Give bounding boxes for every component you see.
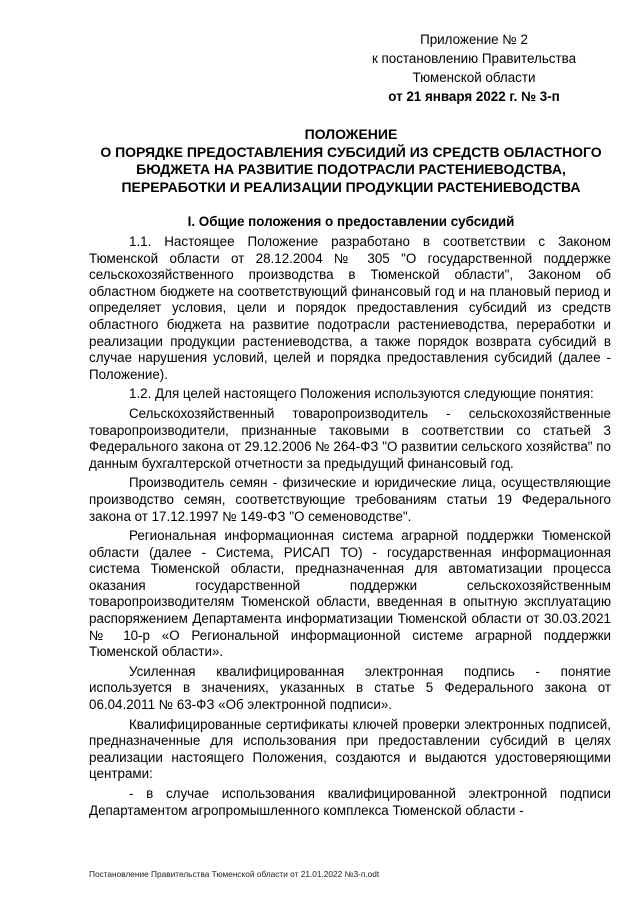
title-line-4: ПЕРЕРАБОТКИ И РЕАЛИЗАЦИИ ПРОДУКЦИИ РАСТЕНИЕВОДСТВА (121, 178, 581, 195)
paragraph: Усиленная квалифицированная электронная подпись - понятие используется в значениях, указанных в статье 5 Федерального закона от 06.04.2011 № 63-ФЗ «Об электронной подписи». (89, 663, 611, 713)
title-line-1: ПОЛОЖЕНИЕ (304, 126, 398, 142)
title-line-2: О ПОРЯДКЕ ПРЕДОСТАВЛЕНИЯ СУБСИДИЙ ИЗ СРЕДСТВ ОБЛАСТНОГО (100, 143, 602, 160)
document-body (89, 234, 611, 822)
appendix-region: Тюменской области (412, 70, 536, 85)
paragraph: Производитель семян - физические и юридические лица, осуществляющие производство семян, соответствующие требованиям статьи 19 Федерального закона от 17.12.1997 № 149-ФЗ "О семеноводстве". (89, 475, 611, 524)
page-footer: Постановление Правительства Тюменской области от 21.01.2022 №3-п.odt (89, 869, 380, 879)
section-heading: I. Общие положения о предоставлении субсидий (187, 214, 515, 229)
paragraph: Сельскохозяйственный товаропроизводитель - сельскохозяйственные товаропроизводители, признанные таковыми в соответствии со статьей 3 Федерального закона от 29.12.2006 № 264-ФЗ "О развитии сельского хозяйства" по данным бухгалтерской отчетности за предыдущий финансовый год. (89, 405, 611, 471)
appendix-date: от 21 января 2022 г. № 3-п (388, 89, 560, 104)
document-title (86, 126, 616, 196)
paragraph: - в случае использования квалифицированной электронной подписи Департаментом агропромышленного комплекса Тюменской области - (89, 786, 611, 818)
appendix-reference: к постановлению Правительства (371, 51, 577, 66)
appendix-header (354, 30, 594, 106)
paragraph: Квалифицированные сертификаты ключей проверки электронных подписей, предназначенные для использования при предоставлении субсидий в целях реализации настоящего Положения, создаются и выдаются удостоверяющими центрами: (89, 716, 611, 782)
paragraph: Региональная информационная система аграрной поддержки Тюменской области (далее - Система, РИСАП ТО) - государственная информационная система Тюменской области, предназначенная для автоматизации процесса оказания государственной поддержки сельскохозяйственным товаропроизводителям Тюменской области, введенная в опытную эксплуатацию распоряжением Департамента информатизации Тюменской области от 30.03.2021 № 10-р «О Региональной информационной системе аграрной поддержки Тюменской области». (89, 528, 611, 660)
appendix-number: Приложение № 2 (420, 32, 528, 47)
paragraph: 1.1. Настоящее Положение разработано в соответствии с Законом Тюменской области от 28.12.2004 № 305 "О государственной поддержке сельскохозяйственного производства в Тюменской области", Законом об областном бюджете на соответствующий финансовый год и на плановый период и определяет условия, цели и порядок предоставления субсидий из средств областного бюджета на развитие подотрасли растениеводства, переработки и реализации продукции растениеводства, а также порядок возврата субсидий в случае нарушения условий, целей и порядка предоставления субсидий (далее - Положение). (89, 234, 611, 382)
paragraph: 1.2. Для целей настоящего Положения используются следующие понятия: (129, 386, 594, 402)
title-line-3: БЮДЖЕТА НА РАЗВИТИЕ ПОДОТРАСЛИ РАСТЕНИЕВОДСТВА, (136, 161, 566, 177)
